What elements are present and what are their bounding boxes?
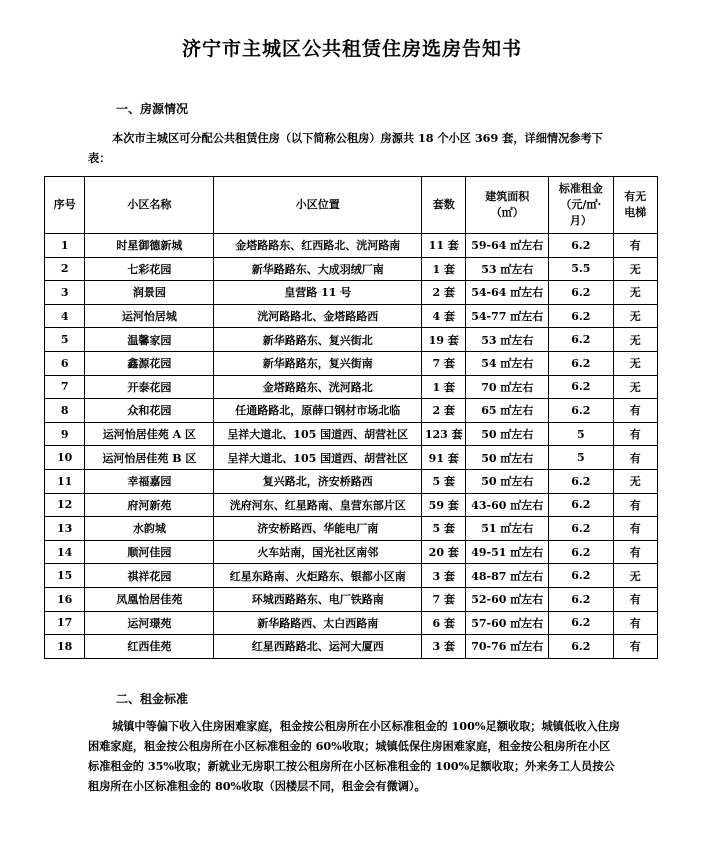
- cell-count: 3 套: [422, 564, 466, 588]
- cell-name: 运河怡居佳苑 B 区: [85, 446, 214, 470]
- cell-location: 火车站南，国光社区南邻: [214, 540, 422, 564]
- header-no: 序号: [45, 177, 85, 234]
- section1-heading: 一、房源情况: [116, 102, 189, 116]
- cell-no: 8: [45, 399, 85, 423]
- cell-count: 7 套: [422, 587, 466, 611]
- cell-name: 七彩花园: [85, 257, 214, 281]
- cell-elevator: 有: [613, 493, 657, 517]
- table-row: [45, 399, 658, 423]
- cell-name: 众和花园: [85, 399, 214, 423]
- cell-area: 50 ㎡左右: [466, 469, 549, 493]
- table-row: [45, 304, 658, 328]
- header-count: 套数: [422, 177, 466, 234]
- cell-area: 53 ㎡左右: [466, 257, 549, 281]
- cell-no: 17: [45, 611, 85, 635]
- cell-elevator: 有: [613, 587, 657, 611]
- cell-rent: 6.2: [549, 351, 614, 375]
- table-row: [45, 635, 658, 659]
- table-row: [45, 587, 658, 611]
- cell-count: 91 套: [422, 446, 466, 470]
- cell-area: 70-76 ㎡左右: [466, 635, 549, 659]
- cell-count: 11 套: [422, 234, 466, 258]
- cell-rent: 6.2: [549, 635, 614, 659]
- cell-no: 12: [45, 493, 85, 517]
- table-row: [45, 611, 658, 635]
- section2-body-text: 城镇中等偏下收入住房困难家庭，租金按公租房所在小区标准租金的 100%足额收取；城镇低收入住房困难家庭，租金按公租房所在小区标准租金的 60%收取；城镇低保住房困难家庭，租金按公租房所在小区标准租金的 35%收取；新就业无房职工按公租房所在小区标准租金的 100%足额收取；外来务工人员按公租房所在小区标准租金的 80%收取（因楼层不同，租金会有微调）。: [88, 719, 620, 793]
- cell-elevator: 无: [613, 375, 657, 399]
- cell-location: 红星西路路北、运河大厦西: [214, 635, 422, 659]
- cell-location: 新华路路东、大成羽绒厂南: [214, 257, 422, 281]
- cell-rent: 6.2: [549, 328, 614, 352]
- cell-count: 6 套: [422, 611, 466, 635]
- cell-count: 5 套: [422, 517, 466, 541]
- cell-name: 时星御德新城: [85, 234, 214, 258]
- table-row: [45, 469, 658, 493]
- cell-rent: 6.2: [549, 469, 614, 493]
- cell-no: 10: [45, 446, 85, 470]
- cell-elevator: 有: [613, 611, 657, 635]
- cell-name: 运河怡居佳苑 A 区: [85, 422, 214, 446]
- cell-name: 顺河佳园: [85, 540, 214, 564]
- housing-table: [44, 176, 658, 659]
- table-row: [45, 540, 658, 564]
- table-body: [45, 234, 658, 659]
- cell-rent: 6.2: [549, 517, 614, 541]
- cell-rent: 6.2: [549, 281, 614, 305]
- cell-rent: 5.5: [549, 257, 614, 281]
- cell-location: 新华路路东、复兴街北: [214, 328, 422, 352]
- cell-rent: 6.2: [549, 493, 614, 517]
- cell-no: 16: [45, 587, 85, 611]
- cell-elevator: 无: [613, 351, 657, 375]
- cell-area: 50 ㎡左右: [466, 422, 549, 446]
- cell-elevator: 有: [613, 540, 657, 564]
- table-row: [45, 493, 658, 517]
- cell-elevator: 有: [613, 234, 657, 258]
- cell-area: 49-51 ㎡左右: [466, 540, 549, 564]
- cell-location: 洸河路路北、金塔路路西: [214, 304, 422, 328]
- cell-no: 5: [45, 328, 85, 352]
- cell-count: 1 套: [422, 257, 466, 281]
- cell-area: 70 ㎡左右: [466, 375, 549, 399]
- cell-location: 呈祥大道北、105 国道西、胡营社区: [214, 446, 422, 470]
- cell-area: 59-64 ㎡左右: [466, 234, 549, 258]
- cell-rent: 5: [549, 422, 614, 446]
- cell-no: 3: [45, 281, 85, 305]
- page-title: 济宁市主城区公共租赁住房选房告知书: [181, 38, 522, 60]
- cell-elevator: 有: [613, 446, 657, 470]
- cell-area: 54-77 ㎡左右: [466, 304, 549, 328]
- cell-rent: 6.2: [549, 375, 614, 399]
- table-row: [45, 375, 658, 399]
- cell-count: 5 套: [422, 469, 466, 493]
- cell-location: 呈祥大道北、105 国道西、胡营社区: [214, 422, 422, 446]
- cell-rent: 6.2: [549, 540, 614, 564]
- cell-area: 54 ㎡左右: [466, 351, 549, 375]
- header-rent: 标准租金（元/㎡·月）: [549, 177, 614, 234]
- cell-count: 123 套: [422, 422, 466, 446]
- cell-count: 2 套: [422, 281, 466, 305]
- cell-name: 府河新苑: [85, 493, 214, 517]
- cell-location: 金塔路路东、红西路北、洸河路南: [214, 234, 422, 258]
- cell-elevator: 无: [613, 328, 657, 352]
- cell-no: 13: [45, 517, 85, 541]
- section1-intro: [88, 128, 618, 168]
- header-location: 小区位置: [214, 177, 422, 234]
- cell-name: 温馨家园: [85, 328, 214, 352]
- cell-area: 51 ㎡左右: [466, 517, 549, 541]
- table-row: [45, 517, 658, 541]
- cell-no: 1: [45, 234, 85, 258]
- cell-name: 润景园: [85, 281, 214, 305]
- table-row: [45, 281, 658, 305]
- table-row: [45, 351, 658, 375]
- cell-name: 幸福嘉园: [85, 469, 214, 493]
- cell-location: 济安桥路西、华能电厂南: [214, 517, 422, 541]
- cell-no: 4: [45, 304, 85, 328]
- cell-no: 7: [45, 375, 85, 399]
- cell-no: 6: [45, 351, 85, 375]
- cell-name: 开泰花园: [85, 375, 214, 399]
- cell-area: 52-60 ㎡左右: [466, 587, 549, 611]
- cell-elevator: 无: [613, 304, 657, 328]
- cell-count: 4 套: [422, 304, 466, 328]
- table-row: [45, 234, 658, 258]
- cell-no: 14: [45, 540, 85, 564]
- cell-elevator: 无: [613, 281, 657, 305]
- cell-no: 18: [45, 635, 85, 659]
- cell-elevator: 无: [613, 564, 657, 588]
- cell-location: 任通路路北，原薛口钢材市场北临: [214, 399, 422, 423]
- cell-no: 2: [45, 257, 85, 281]
- cell-count: 59 套: [422, 493, 466, 517]
- cell-count: 7 套: [422, 351, 466, 375]
- section1-intro-text: 本次市主城区可分配公共租赁住房（以下简称公租房）房源共 18 个小区 369 套，详细情况参考下表：: [88, 131, 603, 165]
- table-row: [45, 422, 658, 446]
- cell-name: 鑫源花园: [85, 351, 214, 375]
- cell-location: 金塔路路东、洸河路北: [214, 375, 422, 399]
- cell-count: 19 套: [422, 328, 466, 352]
- cell-area: 54-64 ㎡左右: [466, 281, 549, 305]
- table-row: [45, 257, 658, 281]
- cell-elevator: 无: [613, 469, 657, 493]
- section2-body: [88, 716, 620, 796]
- cell-area: 43-60 ㎡左右: [466, 493, 549, 517]
- table-row: [45, 564, 658, 588]
- cell-rent: 6.2: [549, 611, 614, 635]
- cell-elevator: 有: [613, 635, 657, 659]
- cell-rent: 6.2: [549, 564, 614, 588]
- cell-area: 57-60 ㎡左右: [466, 611, 549, 635]
- cell-name: 红西佳苑: [85, 635, 214, 659]
- cell-location: 新华路路西、太白西路南: [214, 611, 422, 635]
- cell-no: 11: [45, 469, 85, 493]
- cell-location: 皇营路 11 号: [214, 281, 422, 305]
- table-row: [45, 328, 658, 352]
- table-row: [45, 446, 658, 470]
- cell-elevator: 有: [613, 422, 657, 446]
- cell-name: 运河璟苑: [85, 611, 214, 635]
- cell-rent: 6.2: [549, 234, 614, 258]
- cell-location: 复兴路北，济安桥路西: [214, 469, 422, 493]
- cell-rent: 6.2: [549, 587, 614, 611]
- cell-name: 运河怡居城: [85, 304, 214, 328]
- cell-name: 水韵城: [85, 517, 214, 541]
- cell-area: 50 ㎡左右: [466, 446, 549, 470]
- cell-name: 凤凰怡居佳苑: [85, 587, 214, 611]
- cell-location: 洸府河东、红星路南、皇营东部片区: [214, 493, 422, 517]
- header-elevator: 有无电梯: [613, 177, 657, 234]
- cell-area: 65 ㎡左右: [466, 399, 549, 423]
- cell-no: 9: [45, 422, 85, 446]
- cell-location: 新华路路东，复兴街南: [214, 351, 422, 375]
- table-header-row: [45, 177, 658, 234]
- cell-rent: 5: [549, 446, 614, 470]
- cell-name: 祺祥花园: [85, 564, 214, 588]
- cell-area: 53 ㎡左右: [466, 328, 549, 352]
- cell-count: 1 套: [422, 375, 466, 399]
- header-name: 小区名称: [85, 177, 214, 234]
- cell-rent: 6.2: [549, 304, 614, 328]
- cell-no: 15: [45, 564, 85, 588]
- section2-heading: 二、租金标准: [116, 692, 189, 706]
- cell-count: 3 套: [422, 635, 466, 659]
- cell-count: 20 套: [422, 540, 466, 564]
- cell-count: 2 套: [422, 399, 466, 423]
- cell-rent: 6.2: [549, 399, 614, 423]
- cell-area: 48-87 ㎡左右: [466, 564, 549, 588]
- header-area: 建筑面积（㎡）: [466, 177, 549, 234]
- cell-elevator: 无: [613, 257, 657, 281]
- cell-elevator: 有: [613, 517, 657, 541]
- cell-location: 红星东路南、火炬路东、银都小区南: [214, 564, 422, 588]
- cell-elevator: 有: [613, 399, 657, 423]
- cell-location: 环城西路路东、电厂铁路南: [214, 587, 422, 611]
